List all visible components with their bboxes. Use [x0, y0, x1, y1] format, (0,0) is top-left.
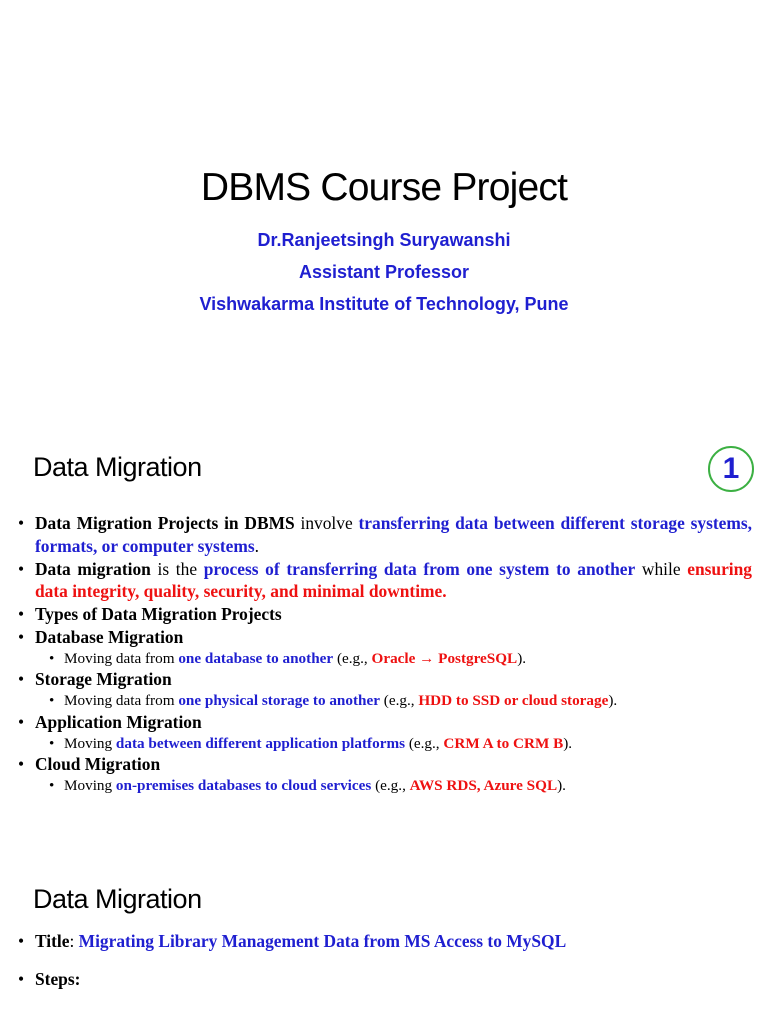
bullet-database-migration: • Database Migration	[18, 626, 752, 649]
author-position: Assistant Professor	[298, 262, 470, 282]
section-title: Data Migration	[33, 452, 202, 482]
bullet-list	[18, 512, 752, 796]
project-bullets	[18, 930, 752, 991]
bullet-cloud-migration: • Cloud Migration	[18, 753, 752, 776]
bullet-steps: • Steps:	[18, 968, 752, 991]
page-title: DBMS Course Project	[200, 166, 568, 209]
sub-bullet-application-migration: • Moving data between different application platforms (e.g., CRM A to CRM B).	[18, 734, 752, 754]
bullet-storage-migration: • Storage Migration	[18, 668, 752, 691]
bullet-process: • Data migration is the process of transferring data from one system to another while ensuring data integrity, quality, security, and minimal downtime.	[18, 558, 752, 604]
sub-bullet-database-migration: • Moving data from one database to another (e.g., Oracle → PostgreSQL).	[18, 649, 752, 669]
data-migration-slide	[0, 420, 768, 860]
sub-bullet-storage-migration: • Moving data from one physical storage to another (e.g., HDD to SSD or cloud storage).	[18, 691, 752, 711]
bullet-application-migration: • Application Migration	[18, 711, 752, 734]
bullet-project-title: • Title: Migrating Library Management Data from MS Access to MySQL	[18, 930, 752, 953]
sub-bullet-cloud-migration: • Moving on-premises databases to cloud services (e.g., AWS RDS, Azure SQL).	[18, 776, 752, 796]
author-name: Dr.Ranjeetsingh Suryawanshi	[257, 230, 511, 250]
slide-number-badge: 1	[708, 446, 754, 492]
title-slide	[0, 0, 768, 420]
section-title-2: Data Migration	[33, 884, 202, 914]
bullet-types-heading: • Types of Data Migration Projects	[18, 603, 752, 626]
author-institute: Vishwakarma Institute of Technology, Pune	[199, 294, 569, 314]
data-migration-project-slide	[0, 860, 768, 1024]
bullet-definition: • Data Migration Projects in DBMS involve transferring data between different storage systems, formats, or computer systems.	[18, 512, 752, 558]
